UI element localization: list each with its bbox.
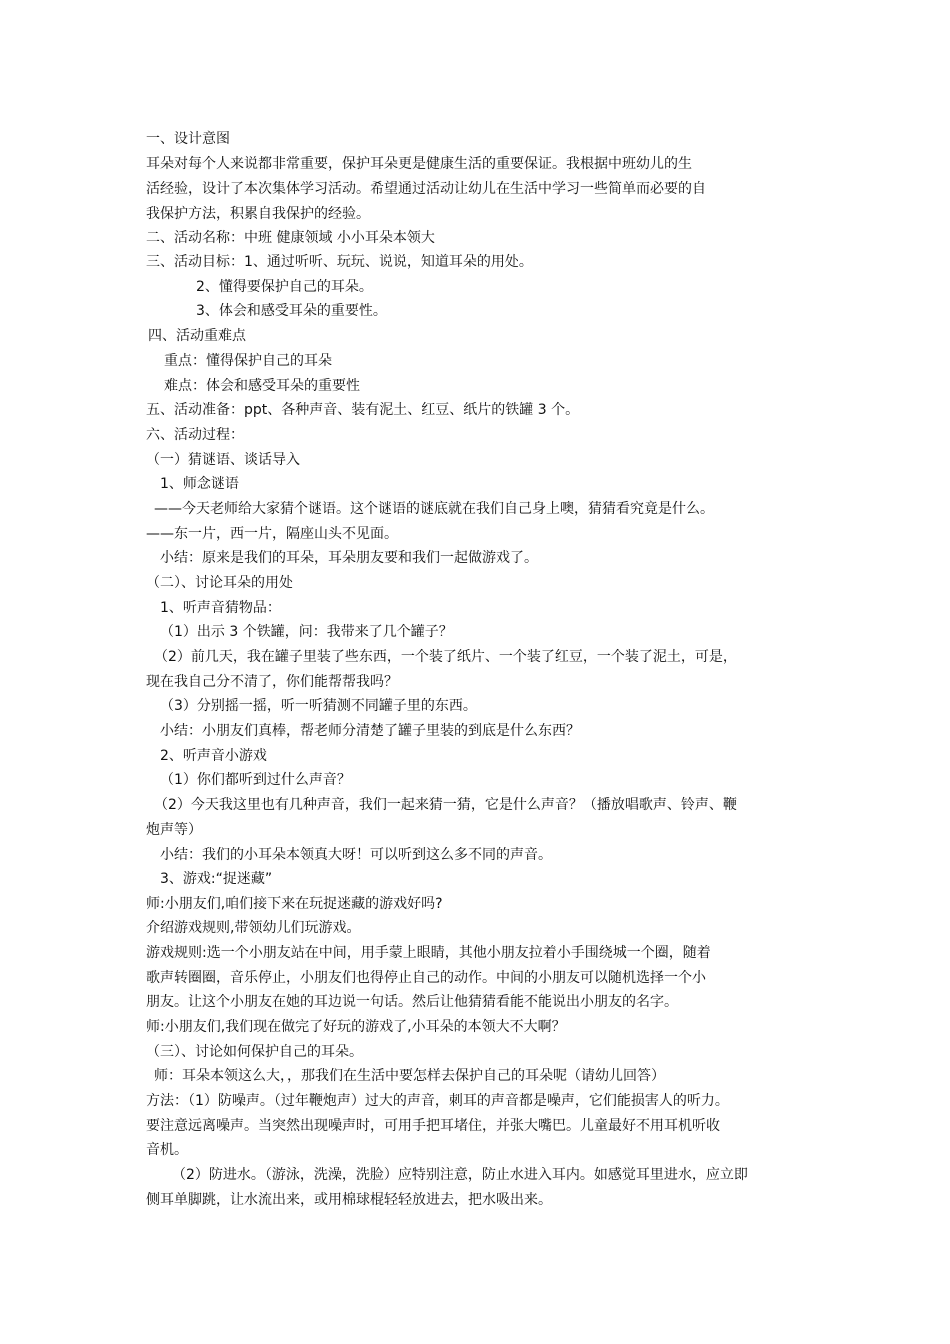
step-heading: 3、游戏:“捉迷藏” [160,871,273,887]
subsection-heading: （二）、讨论耳朵的用处 [146,575,293,591]
section-heading-activity-name: 二、活动名称：中班 健康领域 小小耳朵本领大 [146,230,435,246]
paragraph-line: 师：耳朵本领这么大，，那我们在生活中要怎样去保护自己的耳朵呢（请幼儿回答） [154,1068,665,1084]
section-heading-design-intent: 一、设计意图 [146,131,230,147]
paragraph-line: 音机。 [146,1142,188,1158]
subsection-heading: （一）猜谜语、谈话导入 [146,452,300,468]
section-heading-process: 六、活动过程： [146,427,244,443]
paragraph-line: （3）分别摇一摇，听一听猜测不同罐子里的东西。 [160,698,477,714]
paragraph-line: 炮声等） [146,822,202,838]
paragraph-line: 方法：（1）防噪声。（过年鞭炮声）过大的声音，刺耳的声音都是噪声，它们能损害人的听力。 [146,1093,729,1109]
step-heading: 1、师念谜语 [160,476,239,492]
paragraph-line: （2）防进水。（游泳，洗澡，洗脸）应特别注意，防止水进入耳内。如感觉耳里进水，应立即 [172,1167,748,1183]
paragraph-line: 朋友。让这个小朋友在她的耳边说一句话。然后让他猜猜看能不能说出小朋友的名字。 [146,994,678,1010]
paragraph-line: 侧耳单脚跳，让水流出来，或用棉球棍轻轻放进去，把水吸出来。 [146,1192,552,1208]
section-heading-activity-goals: 三、活动目标：1、通过听听、玩玩、说说，知道耳朵的用处。 [146,254,533,270]
paragraph-line: 我保护方法，积累自我保护的经验。 [146,206,370,222]
step-heading: 2、听声音小游戏 [160,748,267,764]
paragraph-line: 师:小朋友们,我们现在做完了好玩的游戏了,小耳朵的本领大不大啊？ [146,1019,566,1035]
paragraph-line: 游戏规则:选一个小朋友站在中间，用手蒙上眼睛，其他小朋友拉着小手围绕城一个圈，随着 [146,945,711,961]
paragraph-line: 介绍游戏规则,带领幼儿们玩游戏。 [146,920,361,936]
summary-line: 小结：我们的小耳朵本领真大呀！可以听到这么多不同的声音。 [160,847,552,863]
paragraph-line: （2）前几天，我在罐子里装了些东西，一个装了纸片、一个装了红豆，一个装了泥土，可是， [154,649,737,665]
paragraph-line: 师:小朋友们,咱们接下来在玩捉迷藏的游戏好吗? [146,896,443,912]
difficulty-line: 难点：体会和感受耳朵的重要性 [164,378,360,394]
paragraph-line: 活经验，设计了本次集体学习活动。希望通过活动让幼儿在生活中学习一些简单而必要的自 [146,181,706,197]
subsection-heading: （三）、讨论如何保护自己的耳朵。 [146,1044,363,1060]
paragraph-line: 歌声转圈圈，音乐停止，小朋友们也得停止自己的动作。中间的小朋友可以随机选择一个小 [146,970,706,986]
section-heading-key-points: 四、活动重难点 [148,328,246,344]
paragraph-line: 要注意远离噪声。当突然出现噪声时，可用手把耳堵住，并张大嘴巴。儿童最好不用耳机听收 [146,1118,720,1134]
goal-item: 3、体会和感受耳朵的重要性。 [196,303,387,319]
summary-line: 小结：原来是我们的耳朵，耳朵朋友要和我们一起做游戏了。 [160,550,538,566]
paragraph-line: （1）出示 3 个铁罐，问：我带来了几个罐子？ [160,624,453,640]
key-point-line: 重点：懂得保护自己的耳朵 [164,353,332,369]
paragraph-line: 耳朵对每个人来说都非常重要，保护耳朵更是健康生活的重要保证。我根据中班幼儿的生 [146,156,692,172]
paragraph-line: 现在我自己分不清了，你们能帮帮我吗？ [146,674,398,690]
goal-item: 2、懂得要保护自己的耳朵。 [196,279,373,295]
section-heading-preparation: 五、活动准备：ppt、各种声音、装有泥土、红豆、纸片的铁罐 3 个。 [146,402,580,418]
summary-line: 小结：小朋友们真棒，帮老师分清楚了罐子里装的到底是什么东西？ [160,723,580,739]
paragraph-line: （1）你们都听到过什么声音？ [160,772,351,788]
paragraph-line: （2）今天我这里也有几种声音，我们一起来猜一猜，它是什么声音？（播放唱歌声、铃声、鞭 [154,797,737,813]
paragraph-line: ——今天老师给大家猜个谜语。这个谜语的谜底就在我们自己身上噢，猜猜看究竟是什么。 [154,501,714,517]
step-heading: 1、听声音猜物品： [160,600,281,616]
paragraph-line: ——东一片，西一片，隔座山头不见面。 [146,526,398,542]
